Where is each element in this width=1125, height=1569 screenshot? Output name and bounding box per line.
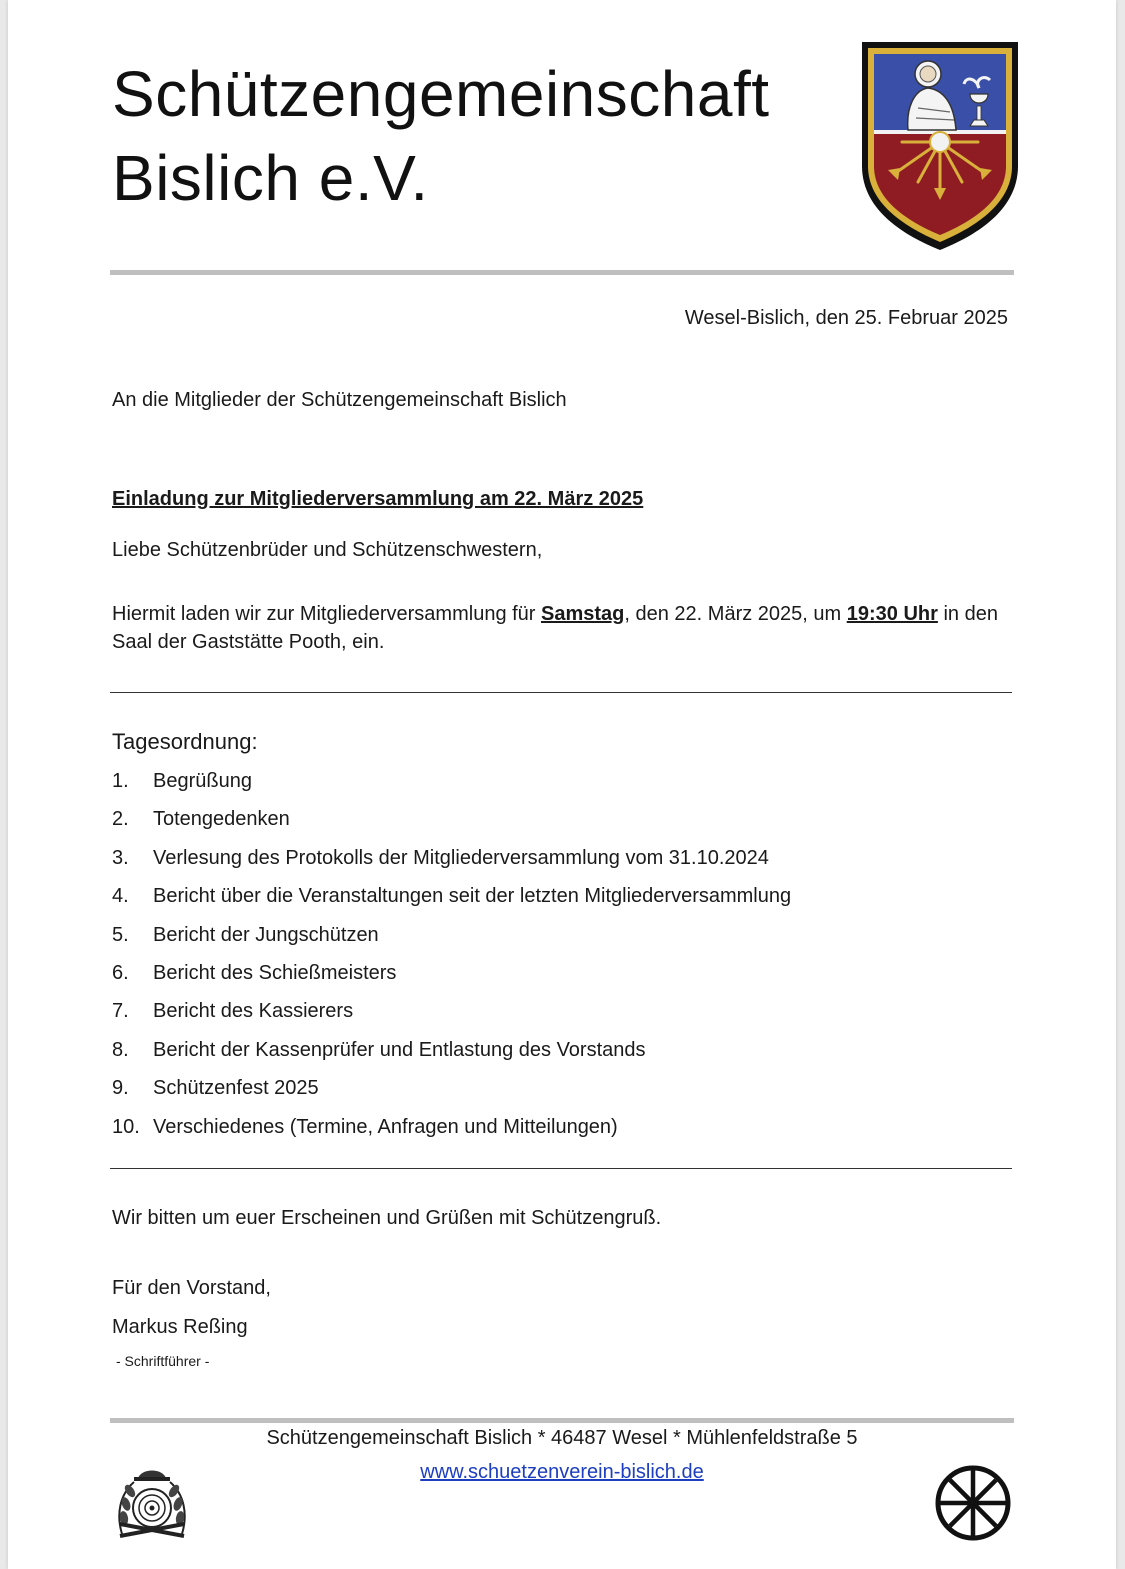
footer-divider [110, 1418, 1014, 1423]
agenda-item-text: Totengedenken [153, 808, 290, 831]
agenda-item-text: Bericht des Kassierers [153, 1000, 354, 1023]
signoff: Für den Vorstand, [112, 1277, 271, 1299]
title-line-2: Bislich e.V. [112, 142, 429, 214]
shooting-emblem-icon [112, 1464, 192, 1544]
cross-wheel-emblem-icon [934, 1464, 1012, 1542]
agenda-item-number: 10. [112, 1115, 140, 1138]
letter-subject: Einladung zur Mitgliederversammlung am 22. März 2025 [112, 488, 644, 510]
website-link[interactable]: www.schuetzenverein-bislich.de [420, 1461, 704, 1483]
footer-address: Schützengemeinschaft Bislich * 46487 Wesel * Mühlenfeldstraße 5 [266, 1427, 858, 1449]
agenda-item-number: 1. [112, 770, 129, 792]
letter-greeting: Liebe Schützenbrüder und Schützenschwestern, [112, 539, 543, 561]
agenda-item-text: Verschiedenes (Termine, Anfragen und Mitteilungen) [153, 1115, 618, 1138]
agenda-item-text: Bericht des Schießmeisters [153, 961, 397, 984]
body-text-1: Hiermit laden wir zur Mitgliederversammlung für [112, 603, 542, 625]
closing-text: Wir bitten um euer Erscheinen und Grüßen mit Schützengruß. [112, 1207, 662, 1229]
agenda-bottom-divider [110, 1168, 1012, 1169]
agenda-top-divider [110, 692, 1012, 693]
agenda-item-number: 4. [112, 885, 129, 908]
agenda-item-text: Bericht über die Veranstaltungen seit der letzten Mitgliederversammlung [153, 885, 792, 908]
signer-role: - Schriftführer - [116, 1353, 210, 1369]
agenda-item-number: 7. [112, 1000, 129, 1023]
letter-date: Wesel-Bislich, den 25. Februar 2025 [684, 307, 1008, 329]
letter-recipient: An die Mitglieder der Schützengemeinschaft Bislich [112, 389, 567, 411]
agenda-item-number: 3. [112, 846, 129, 869]
agenda-item-number: 6. [112, 961, 129, 984]
body-text-3: in den Saal der Gaststätte Pooth, ein. [112, 603, 998, 653]
agenda-item-text: Bericht der Kassenprüfer und Entlastung des Vorstands [153, 1038, 646, 1061]
agenda-item-number: 2. [112, 808, 129, 831]
agenda-item-number: 9. [112, 1077, 129, 1100]
agenda-item-text: Begrüßung [153, 770, 252, 792]
signer-name: Markus Reßing [112, 1316, 248, 1338]
agenda-title: Tagesordnung: [112, 729, 258, 754]
agenda-item-text: Bericht der Jungschützen [153, 923, 379, 946]
agenda-item-text: Verlesung des Protokolls der Mitgliederversammlung vom 31.10.2024 [153, 846, 769, 869]
header-divider [110, 270, 1014, 275]
agenda-item-number: 8. [112, 1038, 129, 1061]
body-day: Samstag [541, 603, 625, 625]
letter-body [112, 600, 1012, 656]
title-line-1: Schützengemeinschaft [112, 58, 770, 130]
letter-page [8, 0, 1116, 1569]
organization-title [112, 52, 770, 220]
coat-of-arms-icon [858, 38, 1022, 254]
body-text-2: , den 22. März 2025, um [624, 603, 847, 625]
agenda-item-number: 5. [112, 923, 129, 946]
agenda-item-text: Schützenfest 2025 [153, 1077, 319, 1100]
body-time: 19:30 Uhr [846, 603, 938, 625]
